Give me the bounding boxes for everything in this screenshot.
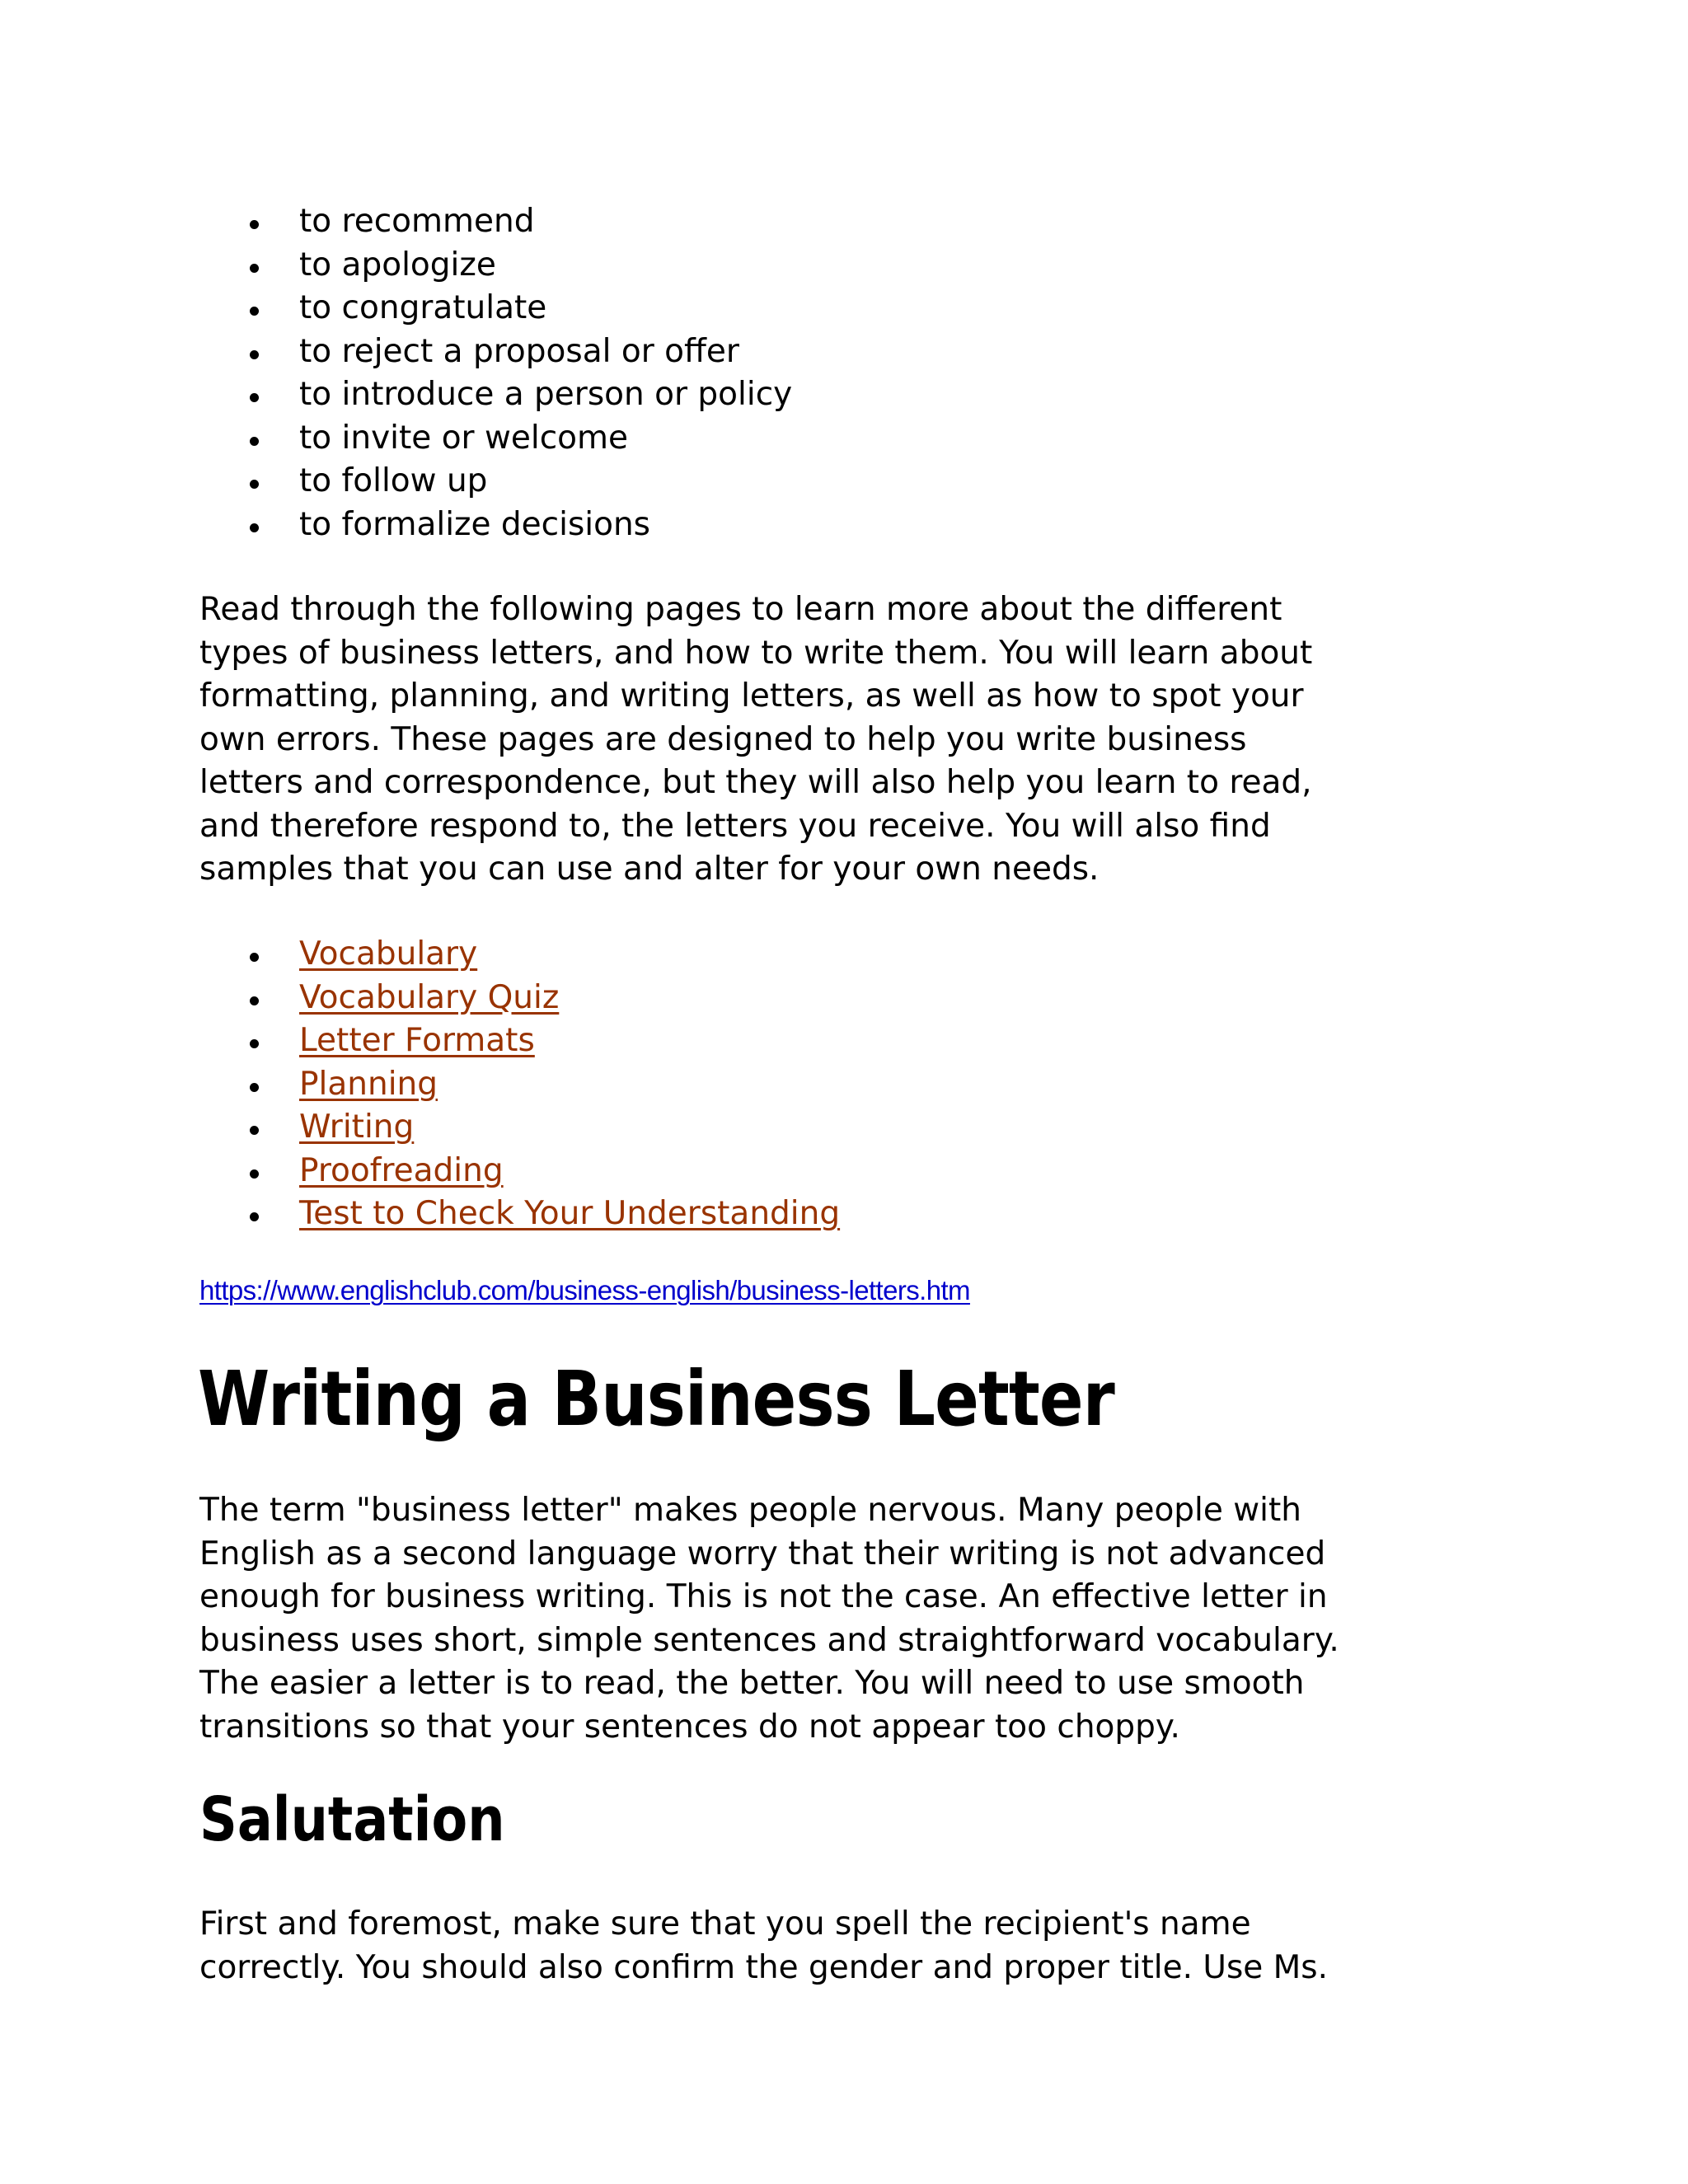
list-item-text: to reject a proposal or offer bbox=[299, 332, 739, 370]
paragraph-line: own errors. These pages are designed to help you write business bbox=[199, 720, 1247, 758]
paragraph-line: enough for business writing. This is not the case. An effective letter in bbox=[199, 1578, 1328, 1615]
paragraph-line: business uses short, simple sentences and straightforward vocabulary. bbox=[199, 1621, 1339, 1659]
topic-link-list bbox=[199, 933, 840, 1236]
list-item bbox=[199, 1063, 840, 1107]
list-item bbox=[199, 373, 792, 417]
bullet-icon bbox=[250, 220, 259, 229]
paragraph-line: The easier a letter is to read, the better. You will need to use smooth bbox=[199, 1665, 1305, 1702]
list-item bbox=[199, 1193, 840, 1236]
list-item bbox=[199, 977, 840, 1020]
list-item bbox=[199, 200, 792, 244]
list-item bbox=[199, 504, 792, 547]
list-item bbox=[199, 1150, 840, 1193]
link-vocabulary-quiz[interactable]: Vocabulary Quiz bbox=[299, 978, 560, 1016]
list-item-text: to recommend bbox=[299, 203, 535, 240]
link-test-understanding[interactable]: Test to Check Your Understanding bbox=[299, 1195, 841, 1232]
list-item bbox=[199, 1106, 840, 1150]
paragraph-line: types of business letters, and how to write them. You will learn about bbox=[199, 634, 1313, 672]
bullet-icon bbox=[250, 1126, 259, 1135]
salutation-paragraph bbox=[199, 1903, 1328, 1990]
paragraph-line: and therefore respond to, the letters you receive. You will also find bbox=[199, 807, 1271, 845]
paragraph-line: The term "business letter" makes people nervous. Many people with bbox=[199, 1492, 1302, 1529]
paragraph-line: transitions so that your sentences do not appear too choppy. bbox=[199, 1708, 1180, 1746]
source-url-link[interactable]: https://www.englishclub.com/business-english/business-letters.htm bbox=[199, 1275, 970, 1305]
list-item bbox=[199, 330, 792, 374]
paragraph-line: Read through the following pages to learn more about the different bbox=[199, 591, 1282, 628]
paragraph-line: letters and correspondence, but they will also help you learn to read, bbox=[199, 764, 1312, 801]
bullet-icon bbox=[250, 393, 259, 402]
paragraph-line: formatting, planning, and writing letters, as well as how to spot your bbox=[199, 677, 1304, 715]
link-vocabulary[interactable]: Vocabulary bbox=[299, 935, 478, 972]
paragraph-line: samples that you can use and alter for your own needs. bbox=[199, 851, 1100, 888]
paragraph-line: English as a second language worry that their writing is not advanced bbox=[199, 1535, 1326, 1572]
bullet-icon bbox=[250, 1083, 259, 1092]
paragraph-line: First and foremost, make sure that you spell the recipient's name bbox=[199, 1905, 1251, 1943]
list-item bbox=[199, 287, 792, 330]
list-item-text: to apologize bbox=[299, 246, 496, 284]
bullet-icon bbox=[250, 307, 259, 316]
link-proofreading[interactable]: Proofreading bbox=[299, 1151, 504, 1189]
bullet-icon bbox=[250, 480, 259, 489]
list-item bbox=[199, 244, 792, 288]
list-item bbox=[199, 933, 840, 977]
heading-salutation: Salutation bbox=[199, 1784, 505, 1855]
list-item-text: to follow up bbox=[299, 462, 488, 499]
list-item bbox=[199, 417, 792, 461]
list-item-text: to formalize decisions bbox=[299, 505, 650, 543]
bullet-icon bbox=[250, 437, 259, 446]
intro-paragraph bbox=[199, 588, 1312, 892]
list-item-text: to introduce a person or policy bbox=[299, 376, 793, 413]
list-item bbox=[199, 1019, 840, 1063]
writing-paragraph bbox=[199, 1489, 1339, 1749]
bullet-icon bbox=[250, 1169, 259, 1179]
bullet-icon bbox=[250, 996, 259, 1005]
bullet-icon bbox=[250, 264, 259, 273]
bullet-icon bbox=[250, 523, 259, 532]
bullet-icon bbox=[250, 1212, 259, 1221]
list-item-text: to congratulate bbox=[299, 289, 547, 326]
bullet-icon bbox=[250, 953, 259, 962]
bullet-icon bbox=[250, 350, 259, 359]
heading-writing-business-letter: Writing a Business Letter bbox=[198, 1355, 1114, 1443]
link-planning[interactable]: Planning bbox=[299, 1065, 438, 1103]
letter-purpose-list bbox=[199, 200, 792, 546]
list-item bbox=[199, 460, 792, 504]
list-item-text: to invite or welcome bbox=[299, 419, 629, 457]
bullet-icon bbox=[250, 1039, 259, 1048]
link-letter-formats[interactable]: Letter Formats bbox=[299, 1022, 535, 1059]
link-writing[interactable]: Writing bbox=[299, 1108, 415, 1146]
paragraph-line: correctly. You should also confirm the gender and proper title. Use Ms. bbox=[199, 1948, 1329, 1986]
